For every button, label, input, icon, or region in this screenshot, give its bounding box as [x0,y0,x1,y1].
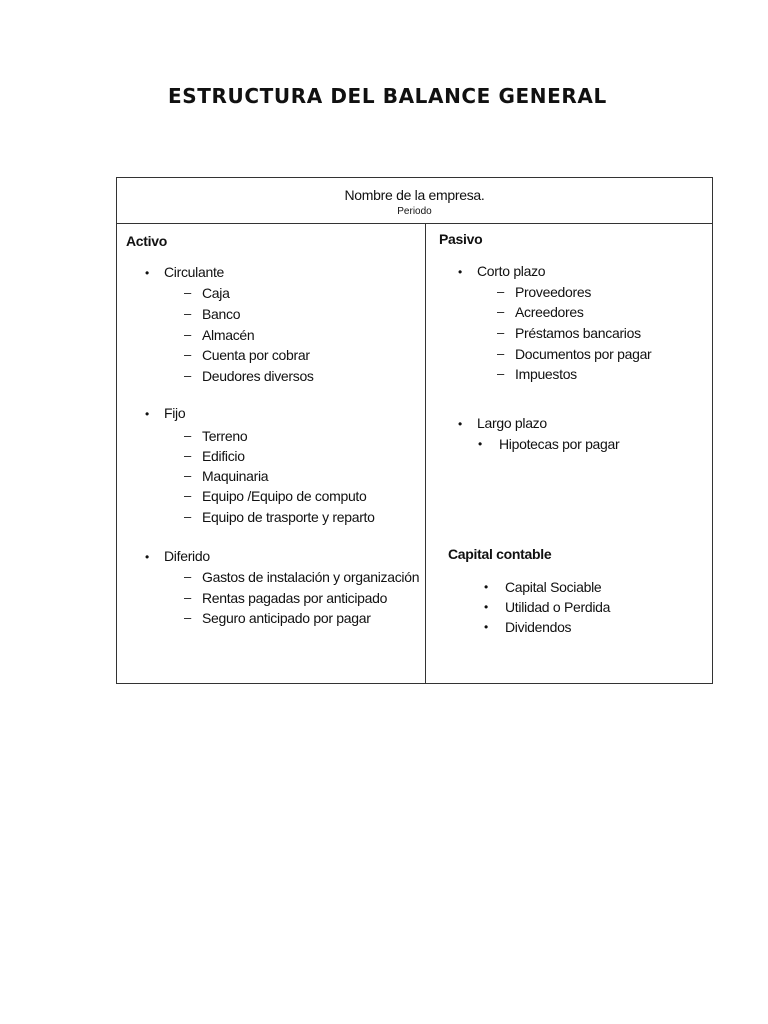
bullet-icon: • [458,265,463,279]
bullet-icon: • [458,417,463,431]
list-item: Capital Sociable [505,579,602,595]
list-item: Almacén [202,327,255,343]
list-item: Impuestos [515,366,577,382]
pasivo-corto-plazo-label: Corto plazo [477,263,546,279]
dash-icon: – [184,368,192,383]
dash-icon: – [184,569,192,584]
list-item: Documentos por pagar [515,346,652,362]
dash-icon: – [184,610,192,625]
list-item: Dividendos [505,619,572,635]
company-name: Nombre de la empresa. [344,187,485,203]
list-item: Caja [202,285,230,301]
dash-icon: – [184,488,192,503]
list-item: Edificio [202,448,245,464]
dash-icon: – [184,285,192,300]
activo-heading: Activo [126,233,167,249]
activo-fijo-label: Fijo [164,405,186,421]
period-label: Periodo [397,206,432,217]
dash-icon: – [497,284,505,299]
list-item: Banco [202,306,241,322]
dash-icon: – [497,366,505,381]
dash-icon: – [184,327,192,342]
bullet-icon: • [145,407,150,421]
dash-icon: – [184,590,192,605]
bullet-icon: • [145,550,150,564]
list-item: Utilidad o Perdida [505,599,611,615]
dash-icon: – [184,428,192,443]
dash-icon: – [184,347,192,362]
list-item: Rentas pagadas por anticipado [202,590,388,606]
document-title: ESTRUCTURA DEL BALANCE GENERAL [168,84,607,108]
pasivo-largo-plazo-label: Largo plazo [477,415,547,431]
capital-heading: Capital contable [448,546,552,562]
dash-icon: – [497,325,505,340]
dash-icon: – [184,306,192,321]
list-item: Seguro anticipado por pagar [202,610,371,626]
dash-icon: – [497,346,505,361]
balance-table [116,177,713,684]
list-item: Hipotecas por pagar [499,436,620,452]
dash-icon: – [184,509,192,524]
list-item: Terreno [202,428,248,444]
list-item: Equipo de trasporte y reparto [202,509,375,525]
list-item: Maquinaria [202,468,269,484]
bullet-icon: • [145,266,150,280]
list-item: Cuenta por cobrar [202,347,310,363]
bullet-icon: • [484,580,489,594]
bullet-icon: • [478,437,483,451]
list-item: Proveedores [515,284,592,300]
list-item: Acreedores [515,304,584,320]
bullet-icon: • [484,620,489,634]
list-item: Préstamos bancarios [515,325,641,341]
activo-circulante-label: Circulante [164,264,225,280]
column-divider [425,224,426,684]
pasivo-heading: Pasivo [439,231,483,247]
dash-icon: – [184,468,192,483]
list-item: Equipo /Equipo de computo [202,488,367,504]
list-item: Gastos de instalación y organización [202,569,420,585]
activo-diferido-label: Diferido [164,548,210,564]
dash-icon: – [497,304,505,319]
list-item: Deudores diversos [202,368,314,384]
dash-icon: – [184,448,192,463]
bullet-icon: • [484,600,489,614]
table-header [117,178,712,224]
